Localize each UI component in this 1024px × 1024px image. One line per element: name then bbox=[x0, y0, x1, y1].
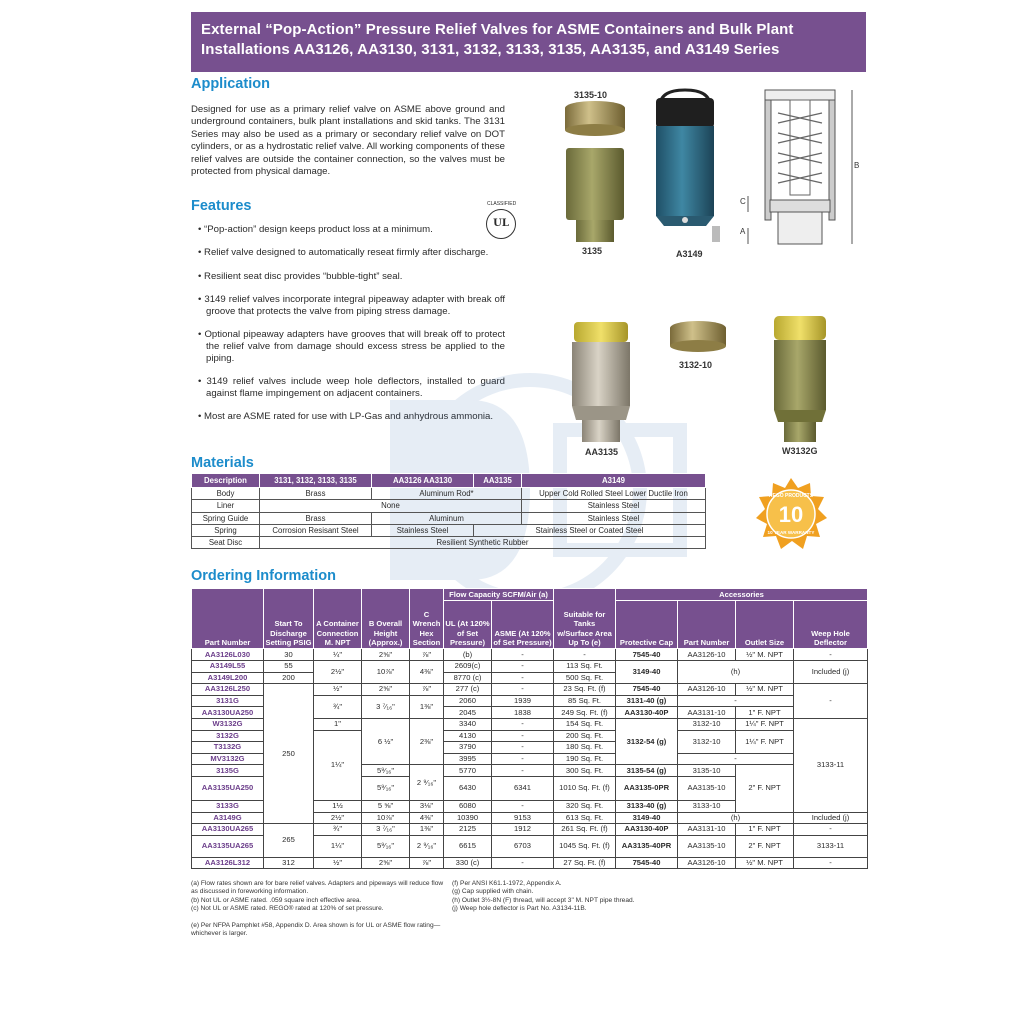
cell: 3133-10 bbox=[678, 800, 736, 812]
cell: ⅞" bbox=[410, 857, 444, 869]
cell: 2" F. NPT bbox=[736, 835, 794, 857]
cell: - bbox=[492, 718, 554, 730]
materials-row-spring bbox=[192, 524, 706, 536]
cell: 1⅜" bbox=[410, 695, 444, 718]
cell: 3133-40 (g) bbox=[616, 800, 678, 812]
materials-cell: Seat Disc bbox=[192, 537, 260, 549]
feature-item: • Resilient seat disc provides “bubble-tight” seal. bbox=[191, 271, 505, 283]
ordering-col-acc-part-number: Part Number bbox=[678, 601, 736, 649]
cell: 5⁹⁄₁₆" bbox=[362, 835, 410, 857]
materials-col-aa3135: AA3135 bbox=[474, 474, 522, 488]
cell: 2⅝" bbox=[362, 857, 410, 869]
label-3135: 3135 bbox=[582, 246, 603, 256]
header-banner bbox=[191, 12, 866, 72]
cell: 5 ⅝" bbox=[362, 800, 410, 812]
cell: AA3131-10 bbox=[678, 824, 736, 836]
cell: 2" F. NPT bbox=[736, 765, 794, 812]
ordering-col-wrench-hex: C Wrench Hex Section bbox=[410, 589, 444, 649]
cell: 330 (c) bbox=[444, 857, 492, 869]
cell: 7545-40 bbox=[616, 857, 678, 869]
cell: 1838 bbox=[492, 707, 554, 719]
cell: 200 bbox=[264, 672, 314, 684]
diagram-letter-c: C bbox=[740, 197, 746, 206]
cell: 3⅛" bbox=[410, 800, 444, 812]
cell: - bbox=[492, 661, 554, 673]
cell: 6341 bbox=[492, 776, 554, 800]
ordering-col-part-number: Part Number bbox=[192, 589, 264, 649]
cell: 3790 bbox=[444, 742, 492, 754]
badge-top-text: REGO PRODUCTS bbox=[768, 493, 814, 499]
materials-col-description: Description bbox=[192, 474, 260, 488]
cell: 265 bbox=[264, 824, 314, 858]
materials-cell: Brass bbox=[260, 512, 372, 524]
materials-header-row bbox=[192, 474, 706, 488]
cell: 6 ½" bbox=[362, 718, 410, 764]
cell: - bbox=[678, 753, 794, 765]
part-number-cell: AA3135UA265 bbox=[192, 835, 264, 857]
cell: - bbox=[492, 753, 554, 765]
diagram-letter-a: A bbox=[740, 227, 746, 236]
ordering-col-ul: UL (At 120% of Set Pressure) bbox=[444, 601, 492, 649]
materials-col-aa3126-aa3130: AA3126 AA3130 bbox=[372, 474, 474, 488]
cell: 6080 bbox=[444, 800, 492, 812]
cell: AA3131-10 bbox=[678, 707, 736, 719]
part-number-cell: AA3126L030 bbox=[192, 649, 264, 661]
materials-heading: Materials bbox=[191, 455, 254, 471]
valve-3135-10-adapter-image bbox=[560, 100, 630, 245]
label-aa3135: AA3135 bbox=[585, 447, 619, 457]
footnote-e: (e) Per NFPA Pamphlet #58, Appendix D. Area shown is for UL or ASME flow rating—whichever is larger. bbox=[191, 921, 441, 938]
feature-item: • Relief valve designed to automatically reseat firmly after discharge. bbox=[191, 247, 505, 259]
cell: 3135-10 bbox=[678, 765, 736, 777]
ul-logo-text: UL bbox=[493, 218, 509, 229]
cell: 6703 bbox=[492, 835, 554, 857]
feature-item: • 3149 relief valves include weep hole deflectors, installed to guard against flame impingement on adjacent containers. bbox=[191, 376, 505, 400]
cell: 3133-11 bbox=[794, 718, 868, 812]
cell: 3132-10 bbox=[678, 718, 736, 730]
cell: - bbox=[492, 857, 554, 869]
part-number-cell: 3132G bbox=[192, 730, 264, 742]
cell: 1045 Sq. Ft. (f) bbox=[554, 835, 616, 857]
ordering-col-weep-deflector: Weep Hole Deflector bbox=[794, 601, 868, 649]
cell: 10⅞" bbox=[362, 661, 410, 684]
cell: - bbox=[492, 765, 554, 777]
part-number-cell: W3132G bbox=[192, 718, 264, 730]
valve-3132-10-adapter-image bbox=[668, 320, 728, 358]
application-text: Designed for use as a primary relief valve on ASME above ground and underground containers, bulk plant installations and skid tanks. The 3131 Series may also be used as a primary or secondary relief valve on DOT cylinders, or as a hydrostatic relief valve. All working components of these relief valves are outside the container connection, so the valves must be protected from physical damage. bbox=[191, 104, 505, 178]
cell: 7545-40 bbox=[616, 684, 678, 696]
cell: - bbox=[492, 649, 554, 661]
materials-cell: Stainless Steel or Coated Steel bbox=[474, 524, 706, 536]
cell: AA3126-10 bbox=[678, 857, 736, 869]
feature-item: • “Pop-action” design keeps product loss at a minimum. bbox=[191, 224, 505, 236]
cell: - bbox=[794, 857, 868, 869]
cell: 3132-10 bbox=[678, 730, 736, 753]
cell: 500 Sq. Ft. bbox=[554, 672, 616, 684]
cell: Included (j) bbox=[794, 661, 868, 684]
cell: 2 ⁹⁄₁₆" bbox=[410, 765, 444, 801]
cell: 113 Sq. Ft. bbox=[554, 661, 616, 673]
ordering-col-container-connection: A Container Connection M. NPT bbox=[314, 589, 362, 649]
table-row bbox=[192, 857, 868, 869]
table-row bbox=[192, 684, 868, 696]
cell: 4130 bbox=[444, 730, 492, 742]
features-heading: Features bbox=[191, 198, 252, 214]
footnote-c: (c) Not UL or ASME rated. REGO® rated at 120% of set pressure. bbox=[191, 905, 384, 913]
ordering-heading: Ordering Information bbox=[191, 568, 336, 584]
footnote-j: (j) Weep hole deflector is Part No. A3134-11B. bbox=[452, 905, 587, 913]
part-number-cell: A3149L200 bbox=[192, 672, 264, 684]
cell: 1" bbox=[314, 718, 362, 730]
cell: 3995 bbox=[444, 753, 492, 765]
cell: 1¼" F. NPT bbox=[736, 718, 794, 730]
cell: 5770 bbox=[444, 765, 492, 777]
materials-cell: Spring Guide bbox=[192, 512, 260, 524]
part-number-cell: AA3126L312 bbox=[192, 857, 264, 869]
materials-cell: Aluminum bbox=[372, 512, 522, 524]
cell: 3149-40 bbox=[616, 661, 678, 684]
table-row bbox=[192, 649, 868, 661]
cell: 55 bbox=[264, 661, 314, 673]
cell: 1912 bbox=[492, 824, 554, 836]
materials-row-seat-disc bbox=[192, 537, 706, 549]
materials-row-body bbox=[192, 488, 706, 500]
cell: 3 ⁷⁄₁₆" bbox=[362, 824, 410, 836]
valve-aa3135-image bbox=[568, 320, 634, 445]
cell: - bbox=[492, 800, 554, 812]
cell: 613 Sq. Ft. bbox=[554, 812, 616, 824]
cell: 6615 bbox=[444, 835, 492, 857]
materials-cell: Liner bbox=[192, 500, 260, 512]
cell: ½" bbox=[314, 857, 362, 869]
cell: - bbox=[492, 742, 554, 754]
cell: 5⁹⁄₁₆" bbox=[362, 765, 410, 777]
ordering-col-start-discharge: Start To Discharge Setting PSIG bbox=[264, 589, 314, 649]
cell: 3135-54 (g) bbox=[616, 765, 678, 777]
part-number-cell: AA3126L250 bbox=[192, 684, 264, 696]
cell: ⅞" bbox=[410, 649, 444, 661]
cell: ⅞" bbox=[410, 684, 444, 696]
application-heading: Application bbox=[191, 76, 270, 92]
cell: 312 bbox=[264, 857, 314, 869]
cell: 8770 (c) bbox=[444, 672, 492, 684]
cell: AA3130-40P bbox=[616, 707, 678, 719]
cell: 2½" bbox=[314, 812, 362, 824]
ordering-col-outlet-size: Outlet Size bbox=[736, 601, 794, 649]
header-line-1: External “Pop-Action” Pressure Relief Valves for ASME Containers and Bulk Plant bbox=[201, 21, 794, 38]
footnotes-right bbox=[452, 880, 692, 914]
cell: - bbox=[492, 730, 554, 742]
cell: 1¼" bbox=[314, 730, 362, 800]
footnote-g: (g) Cap supplied with chain. bbox=[452, 888, 534, 896]
label-3135-10: 3135-10 bbox=[574, 90, 608, 100]
cell: AA3135-0PR bbox=[616, 776, 678, 800]
part-number-cell: A3149L55 bbox=[192, 661, 264, 673]
cell: 3131-40 (g) bbox=[616, 695, 678, 707]
cell: 7545-40 bbox=[616, 649, 678, 661]
cell: 10⅞" bbox=[362, 812, 410, 824]
cell: AA3126-10 bbox=[678, 649, 736, 661]
cell: - bbox=[554, 649, 616, 661]
ordering-col-protective-cap: Protective Cap bbox=[616, 601, 678, 649]
cell: 250 bbox=[264, 684, 314, 824]
cell: 1" F. NPT bbox=[736, 824, 794, 836]
cell: - bbox=[794, 824, 868, 836]
table-row bbox=[192, 661, 868, 673]
cell: AA3126-10 bbox=[678, 684, 736, 696]
cell: 3 ⁷⁄₁₆" bbox=[362, 695, 410, 718]
cell: 2609(c) bbox=[444, 661, 492, 673]
cell: - bbox=[492, 672, 554, 684]
footnotes-left bbox=[191, 880, 449, 938]
cell: 5⁹⁄₁₆" bbox=[362, 776, 410, 800]
cell: 2⅜" bbox=[410, 718, 444, 764]
cell: AA3135-10 bbox=[678, 776, 736, 800]
cell: - bbox=[678, 695, 794, 707]
part-number-cell: 3133G bbox=[192, 800, 264, 812]
cell: 27 Sq. Ft. (f) bbox=[554, 857, 616, 869]
cell: 1¼" F. NPT bbox=[736, 730, 794, 753]
part-number-cell: MV3132G bbox=[192, 753, 264, 765]
cell: 23 Sq. Ft. (f) bbox=[554, 684, 616, 696]
label-w3132g: W3132G bbox=[782, 446, 818, 456]
label-a3149: A3149 bbox=[676, 249, 703, 259]
cell: 1¼" bbox=[314, 835, 362, 857]
cell: (h) bbox=[678, 812, 794, 824]
feature-item: • Most are ASME rated for use with LP-Gas and anhydrous ammonia. bbox=[191, 411, 505, 423]
ordering-table bbox=[191, 588, 868, 869]
cell: 10390 bbox=[444, 812, 492, 824]
footnote-b: (b) Not UL or ASME rated. .059 square inch effective area. bbox=[191, 896, 362, 904]
materials-cell: Body bbox=[192, 488, 260, 500]
part-number-cell: A3149G bbox=[192, 812, 264, 824]
materials-cell: Stainless Steel bbox=[372, 524, 474, 536]
cell: 1010 Sq. Ft. (f) bbox=[554, 776, 616, 800]
footnote-h: (h) Outlet 3½-8N (F) thread, will accept 3" M. NPT pipe thread. bbox=[452, 896, 635, 904]
ordering-col-suitable-tanks: Suitable for Tanks w/Surface Area Up To (e) bbox=[554, 589, 616, 649]
valve-cross-section-diagram bbox=[740, 88, 865, 248]
cell: 2125 bbox=[444, 824, 492, 836]
cell: 2½" bbox=[314, 661, 362, 684]
cell: 180 Sq. Ft. bbox=[554, 742, 616, 754]
feature-item: • Optional pipeaway adapters have grooves that will break off to protect the relief valve from damage should excess stress be applied to the piping. bbox=[191, 329, 505, 364]
materials-cell: Stainless Steel bbox=[522, 512, 706, 524]
cell: 277 (c) bbox=[444, 684, 492, 696]
ul-classified-text: CLASSIFIED bbox=[487, 201, 517, 207]
warranty-badge bbox=[755, 478, 827, 550]
ordering-group-flow-capacity: Flow Capacity SCFM/Air (a) bbox=[444, 589, 554, 601]
part-number-cell: T3132G bbox=[192, 742, 264, 754]
materials-cell: Corrosion Resisant Steel bbox=[260, 524, 372, 536]
cell: 200 Sq. Ft. bbox=[554, 730, 616, 742]
cell: 1½ bbox=[314, 800, 362, 812]
ordering-group-header-row bbox=[192, 589, 868, 601]
cell: 2060 bbox=[444, 695, 492, 707]
cell: ¾" bbox=[314, 824, 362, 836]
cell: (h) bbox=[678, 661, 794, 684]
cell: 2⅝" bbox=[362, 684, 410, 696]
cell: - bbox=[492, 684, 554, 696]
cell: 4⅜" bbox=[410, 661, 444, 684]
cell: - bbox=[794, 649, 868, 661]
cell: Included (j) bbox=[794, 812, 868, 824]
ordering-group-accessories: Accessories bbox=[616, 589, 868, 601]
table-row bbox=[192, 824, 868, 836]
header-line-2: Installations AA3126, AA3130, 3131, 3132, 3133, 3135, AA3135, and A3149 Series bbox=[201, 41, 780, 58]
cell: 300 Sq. Ft. bbox=[554, 765, 616, 777]
cell: 4⅜" bbox=[410, 812, 444, 824]
cell: 2⅝" bbox=[362, 649, 410, 661]
cell: 2 ⁹⁄₁₆" bbox=[410, 835, 444, 857]
features-list bbox=[191, 224, 505, 434]
cell: AA3135-10 bbox=[678, 835, 736, 857]
materials-cell: Resilient Synthetic Rubber bbox=[260, 537, 706, 549]
materials-table bbox=[191, 473, 706, 549]
cell: 249 Sq. Ft. (f) bbox=[554, 707, 616, 719]
materials-cell: Spring bbox=[192, 524, 260, 536]
cell: 2045 bbox=[444, 707, 492, 719]
ordering-col-overall-height: B Overall Height (Approx.) bbox=[362, 589, 410, 649]
materials-col-brass-series: 3131, 3132, 3133, 3135 bbox=[260, 474, 372, 488]
valve-a3149-image bbox=[650, 88, 720, 248]
part-number-cell: 3131G bbox=[192, 695, 264, 707]
cell: ½" M. NPT bbox=[736, 857, 794, 869]
part-number-cell: 3135G bbox=[192, 765, 264, 777]
cell: ½" M. NPT bbox=[736, 649, 794, 661]
cell: (b) bbox=[444, 649, 492, 661]
materials-cell: Aluminum Rod* bbox=[372, 488, 522, 500]
valve-w3132g-image bbox=[770, 314, 830, 444]
label-3132-10: 3132-10 bbox=[679, 360, 713, 370]
materials-cell: None bbox=[260, 500, 522, 512]
cell: ¾" bbox=[314, 695, 362, 718]
part-number-cell: AA3130UA265 bbox=[192, 824, 264, 836]
cell: 6430 bbox=[444, 776, 492, 800]
feature-item: • 3149 relief valves incorporate integral pipeaway adapter with break off groove that protects the valve from piping stress damage. bbox=[191, 294, 505, 318]
materials-row-liner bbox=[192, 500, 706, 512]
cell: 1" F. NPT bbox=[736, 707, 794, 719]
cell: AA3135-40PR bbox=[616, 835, 678, 857]
part-number-cell: AA3135UA250 bbox=[192, 776, 264, 800]
cell: 1939 bbox=[492, 695, 554, 707]
cell: AA3130-40P bbox=[616, 824, 678, 836]
ordering-col-asme: ASME (At 120% of Set Pressure) bbox=[492, 601, 554, 649]
cell: 9153 bbox=[492, 812, 554, 824]
cell: 3149-40 bbox=[616, 812, 678, 824]
cell: 3132-54 (g) bbox=[616, 718, 678, 764]
badge-bottom-text: 10 YEAR WARRANTY bbox=[767, 530, 815, 535]
cell: ½" M. NPT bbox=[736, 684, 794, 696]
cell: 85 Sq. Ft. bbox=[554, 695, 616, 707]
materials-cell: Stainless Steel bbox=[522, 500, 706, 512]
cell: 154 Sq. Ft. bbox=[554, 718, 616, 730]
cell: 261 Sq. Ft. (f) bbox=[554, 824, 616, 836]
cell: - bbox=[794, 684, 868, 719]
footnote-a: (a) Flow rates shown are for bare relief valves. Adapters and pipeways will reduce flow as discussed in foreworking information. bbox=[191, 880, 444, 896]
footnote-f: (f) Per ANSI K61.1-1972, Appendix A. bbox=[452, 880, 562, 887]
materials-col-a3149: A3149 bbox=[522, 474, 706, 488]
cell: ½" bbox=[314, 684, 362, 696]
cell: 30 bbox=[264, 649, 314, 661]
materials-row-spring-guide bbox=[192, 512, 706, 524]
badge-number: 10 bbox=[778, 502, 804, 527]
cell: 1⅜" bbox=[410, 824, 444, 836]
part-number-cell: AA3130UA250 bbox=[192, 707, 264, 719]
cell: 190 Sq. Ft. bbox=[554, 753, 616, 765]
materials-cell: Upper Cold Rolled Steel Lower Ductile Iron bbox=[522, 488, 706, 500]
diagram-letter-b: B bbox=[854, 161, 860, 170]
materials-cell: Brass bbox=[260, 488, 372, 500]
cell: 3133-11 bbox=[794, 835, 868, 857]
cell: 320 Sq. Ft. bbox=[554, 800, 616, 812]
cell: 3340 bbox=[444, 718, 492, 730]
cell: ¼" bbox=[314, 649, 362, 661]
